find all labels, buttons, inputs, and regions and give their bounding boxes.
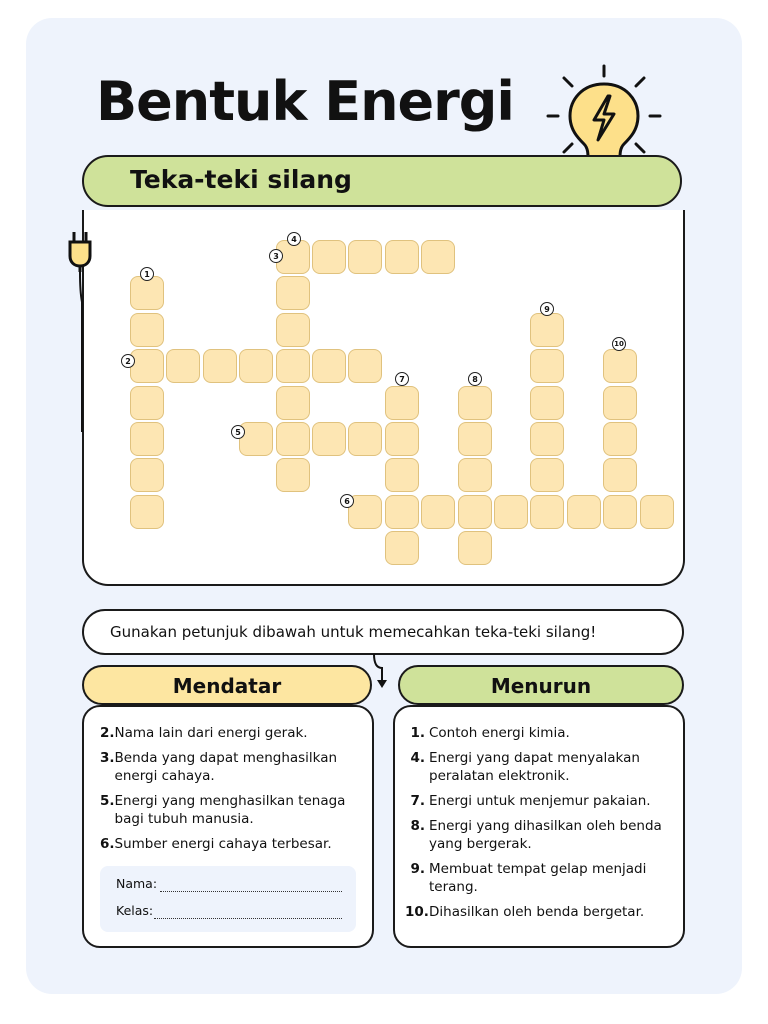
crossword-cell[interactable] — [166, 349, 200, 383]
down-clue-7: 7. Energi untuk menjemur pakaian. — [410, 793, 651, 809]
crossword-cell[interactable] — [130, 276, 164, 310]
class-field[interactable] — [154, 917, 342, 919]
crossword-cell[interactable] — [530, 458, 564, 492]
crossword-cell[interactable] — [458, 386, 492, 420]
instruction-box — [82, 609, 684, 655]
crossword-cell[interactable] — [130, 458, 164, 492]
down-clue-4: 4. Energi yang dapat menyalakan peralatan elektronik. — [410, 750, 640, 784]
crossword-cell[interactable] — [458, 531, 492, 565]
clue-number-badge: 9 — [540, 302, 554, 316]
across-clue-3: 3. Benda yang dapat menghasilkan energi cahaya. — [100, 750, 338, 784]
across-heading-box — [82, 665, 372, 705]
crossword-cell[interactable] — [530, 495, 564, 529]
crossword-cell[interactable] — [130, 349, 164, 383]
across-clue-list — [100, 724, 362, 860]
down-clue-1: 1. Contoh energi kimia. — [410, 725, 570, 741]
name-field[interactable] — [160, 890, 342, 892]
across-clue-5: 5. Energi yang menghasilkan tenaga bagi tubuh manusia. — [100, 793, 346, 827]
crossword-cell[interactable] — [312, 240, 346, 274]
crossword-cell[interactable] — [603, 422, 637, 456]
crossword-cell[interactable] — [312, 422, 346, 456]
clue-number-badge: 1 — [140, 267, 154, 281]
crossword-cell[interactable] — [276, 386, 310, 420]
crossword-cell[interactable] — [385, 495, 419, 529]
crossword-cell[interactable] — [276, 349, 310, 383]
down-clue-10: 10. Dihasilkan oleh benda bergetar. — [405, 904, 645, 920]
down-clue-8: 8. Energi yang dihasilkan oleh benda yang bergerak. — [410, 818, 662, 852]
crossword-cell[interactable] — [276, 313, 310, 347]
crossword-cell[interactable] — [603, 458, 637, 492]
crossword-cell[interactable] — [130, 495, 164, 529]
crossword-cell[interactable] — [530, 313, 564, 347]
across-clue-6: 6. Sumber energi cahaya terbesar. — [100, 836, 332, 852]
plug-icon — [68, 232, 98, 432]
subtitle-banner — [82, 155, 682, 207]
down-heading-box — [398, 665, 684, 705]
clue-number-badge: 2 — [121, 354, 135, 368]
crossword-cell[interactable] — [130, 386, 164, 420]
crossword-cell[interactable] — [530, 422, 564, 456]
down-clue-9: 9. Membuat tempat gelap menjadi terang. — [410, 861, 647, 895]
across-heading: Mendatar — [172, 674, 282, 698]
arrow-down-icon — [372, 654, 392, 690]
crossword-cell[interactable] — [130, 313, 164, 347]
crossword-panel — [82, 210, 685, 586]
crossword-cell[interactable] — [458, 458, 492, 492]
crossword-cell[interactable] — [530, 349, 564, 383]
clue-number-badge: 3 — [269, 249, 283, 263]
page-title: Bentuk Energi — [96, 70, 514, 133]
crossword-cell[interactable] — [385, 240, 419, 274]
down-heading: Menurun — [490, 674, 592, 698]
crossword-cell[interactable] — [348, 349, 382, 383]
subtitle: Teka-teki silang — [130, 165, 352, 194]
crossword-cell[interactable] — [421, 495, 455, 529]
crossword-cell[interactable] — [458, 422, 492, 456]
clue-number-badge: 6 — [340, 494, 354, 508]
crossword-cell[interactable] — [130, 422, 164, 456]
crossword-cell[interactable] — [385, 422, 419, 456]
crossword-cell[interactable] — [348, 422, 382, 456]
crossword-cell[interactable] — [421, 240, 455, 274]
crossword-cell[interactable] — [276, 422, 310, 456]
crossword-cell[interactable] — [385, 386, 419, 420]
crossword-cell[interactable] — [640, 495, 674, 529]
crossword-cell[interactable] — [458, 495, 492, 529]
across-clue-2: 2. Nama lain dari energi gerak. — [100, 725, 308, 741]
crossword-cell[interactable] — [603, 495, 637, 529]
crossword-cell[interactable] — [348, 240, 382, 274]
clue-number-badge: 5 — [231, 425, 245, 439]
crossword-cell[interactable] — [276, 276, 310, 310]
crossword-cell[interactable] — [385, 458, 419, 492]
name-label: Nama: — [116, 876, 158, 891]
crossword-cell[interactable] — [603, 386, 637, 420]
crossword-cell[interactable] — [203, 349, 237, 383]
clue-number-badge: 10 — [612, 337, 626, 351]
crossword-cell[interactable] — [494, 495, 528, 529]
crossword-cell[interactable] — [385, 531, 419, 565]
crossword-cell[interactable] — [239, 422, 273, 456]
clue-number-badge: 8 — [468, 372, 482, 386]
crossword-cell[interactable] — [239, 349, 273, 383]
clue-number-badge: 4 — [287, 232, 301, 246]
class-label: Kelas: — [116, 903, 154, 918]
down-clue-list — [405, 724, 675, 928]
crossword-cell[interactable] — [603, 349, 637, 383]
student-info-box — [100, 866, 356, 932]
crossword-cell[interactable] — [312, 349, 346, 383]
crossword-cell[interactable] — [276, 458, 310, 492]
instruction-text: Gunakan petunjuk dibawah untuk memecahkan teka-teki silang! — [110, 623, 597, 641]
clue-number-badge: 7 — [395, 372, 409, 386]
crossword-cell[interactable] — [530, 386, 564, 420]
crossword-cell[interactable] — [567, 495, 601, 529]
